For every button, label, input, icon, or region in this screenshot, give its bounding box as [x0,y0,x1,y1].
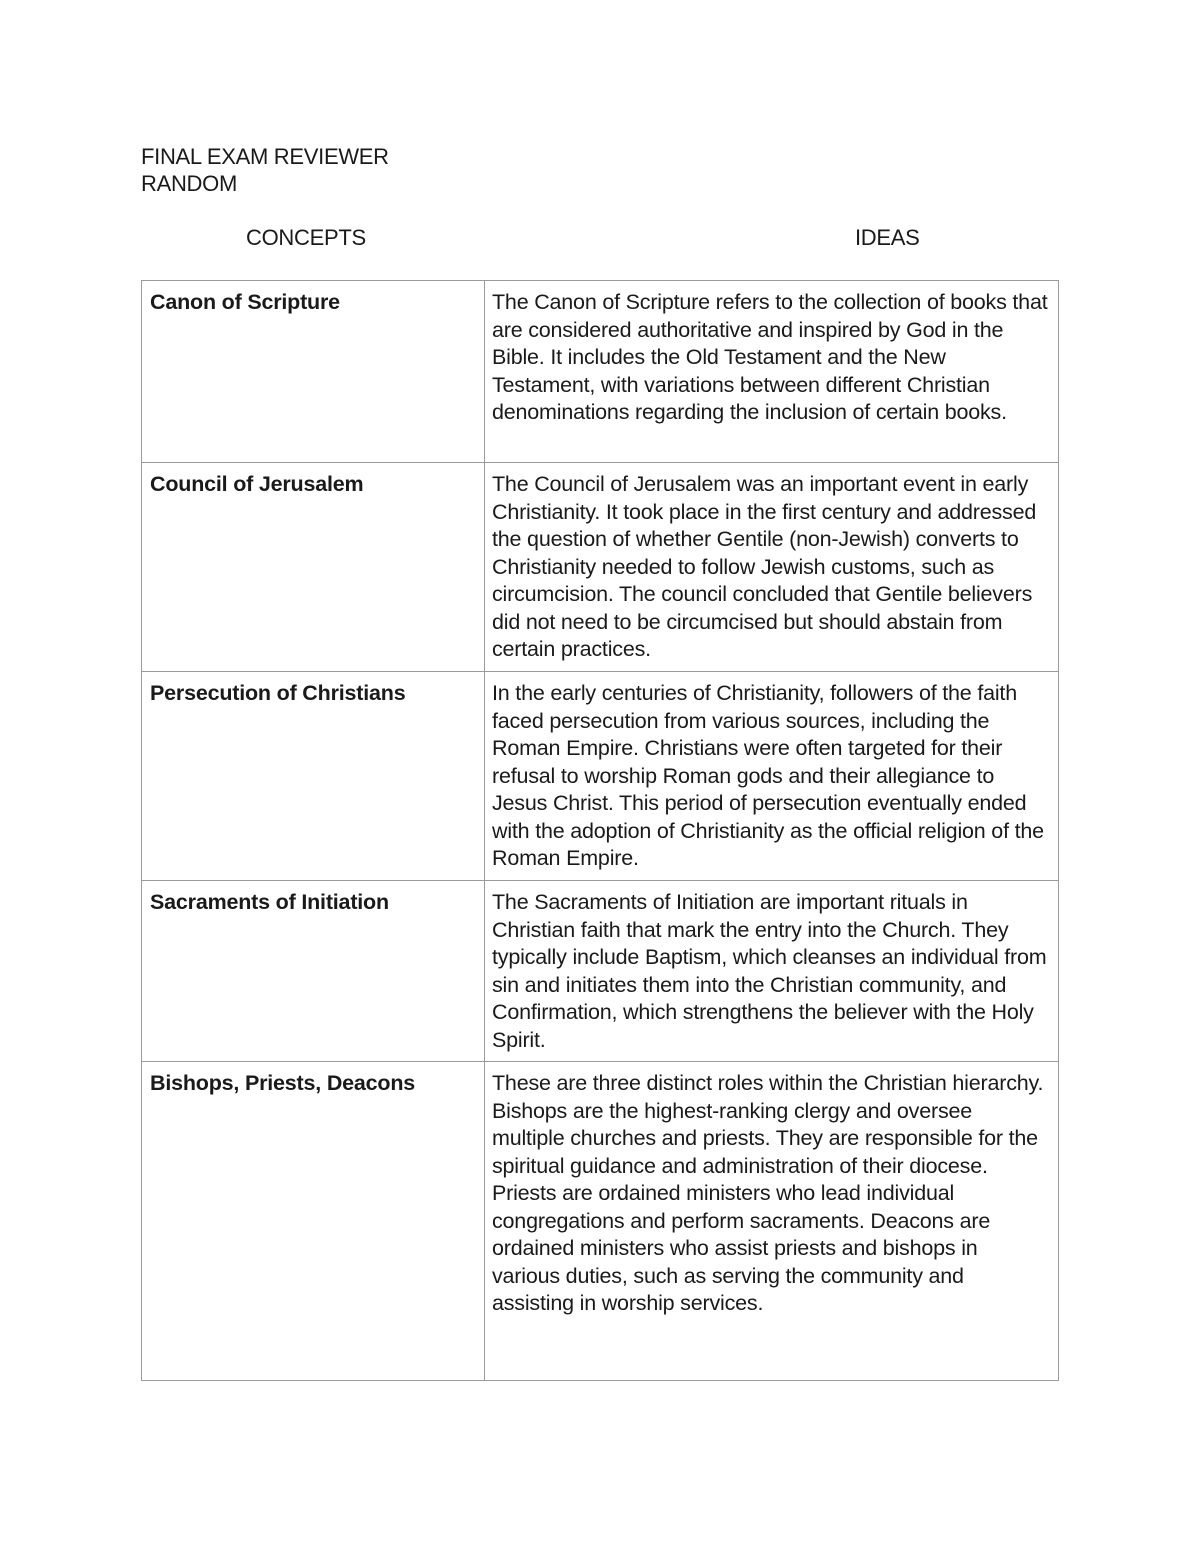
document-title: FINAL EXAM REVIEWER [141,144,389,169]
idea-cell: The Council of Jerusalem was an important event in early Christianity. It took place in the first century and addressed the question of whether Gentile (non-Jewish) converts to Christianity needed to follow Jewish customs, such as circumcision. The council concluded that Gentile believers did not need to be circumcised but should abstain from certain practices. [485,463,1059,672]
idea-cell: In the early centuries of Christianity, followers of the faith faced persecution from various sources, including the Roman Empire. Christians were often targeted for their refusal to worship Roman gods and their allegiance to Jesus Christ. This period of persecution eventually ended with the adoption of Christianity as the official religion of the Roman Empire. [485,672,1059,881]
review-table [141,280,1059,1381]
table-row [142,672,1059,881]
idea-cell: These are three distinct roles within the Christian hierarchy. Bishops are the highest-ranking clergy and oversee multiple churches and priests. They are responsible for the spiritual guidance and administration of their diocese. Priests are ordained ministers who lead individual congregations and perform sacraments. Deacons are ordained ministers who assist priests and bishops in various duties, such as serving the community and assisting in worship services. [485,1062,1059,1381]
table-row [142,1062,1059,1381]
document-subtitle: RANDOM [141,171,237,196]
concept-cell: Sacraments of Initiation [142,881,485,1062]
concept-cell: Persecution of Christians [142,672,485,881]
concepts-column-heading: CONCEPTS [246,225,366,250]
idea-cell: The Canon of Scripture refers to the collection of books that are considered authoritative and inspired by God in the Bible. It includes the Old Testament and the New Testament, with variations between different Christian denominations regarding the inclusion of certain books. [485,281,1059,463]
concept-cell: Bishops, Priests, Deacons [142,1062,485,1381]
table-row [142,881,1059,1062]
ideas-column-heading: IDEAS [855,225,920,250]
concept-cell: Council of Jerusalem [142,463,485,672]
table-row [142,281,1059,463]
idea-cell: The Sacraments of Initiation are important rituals in Christian faith that mark the entry into the Church. They typically include Baptism, which cleanses an individual from sin and initiates them into the Christian community, and Confirmation, which strengthens the believer with the Holy Spirit. [485,881,1059,1062]
concept-cell: Canon of Scripture [142,281,485,463]
table-row [142,463,1059,672]
